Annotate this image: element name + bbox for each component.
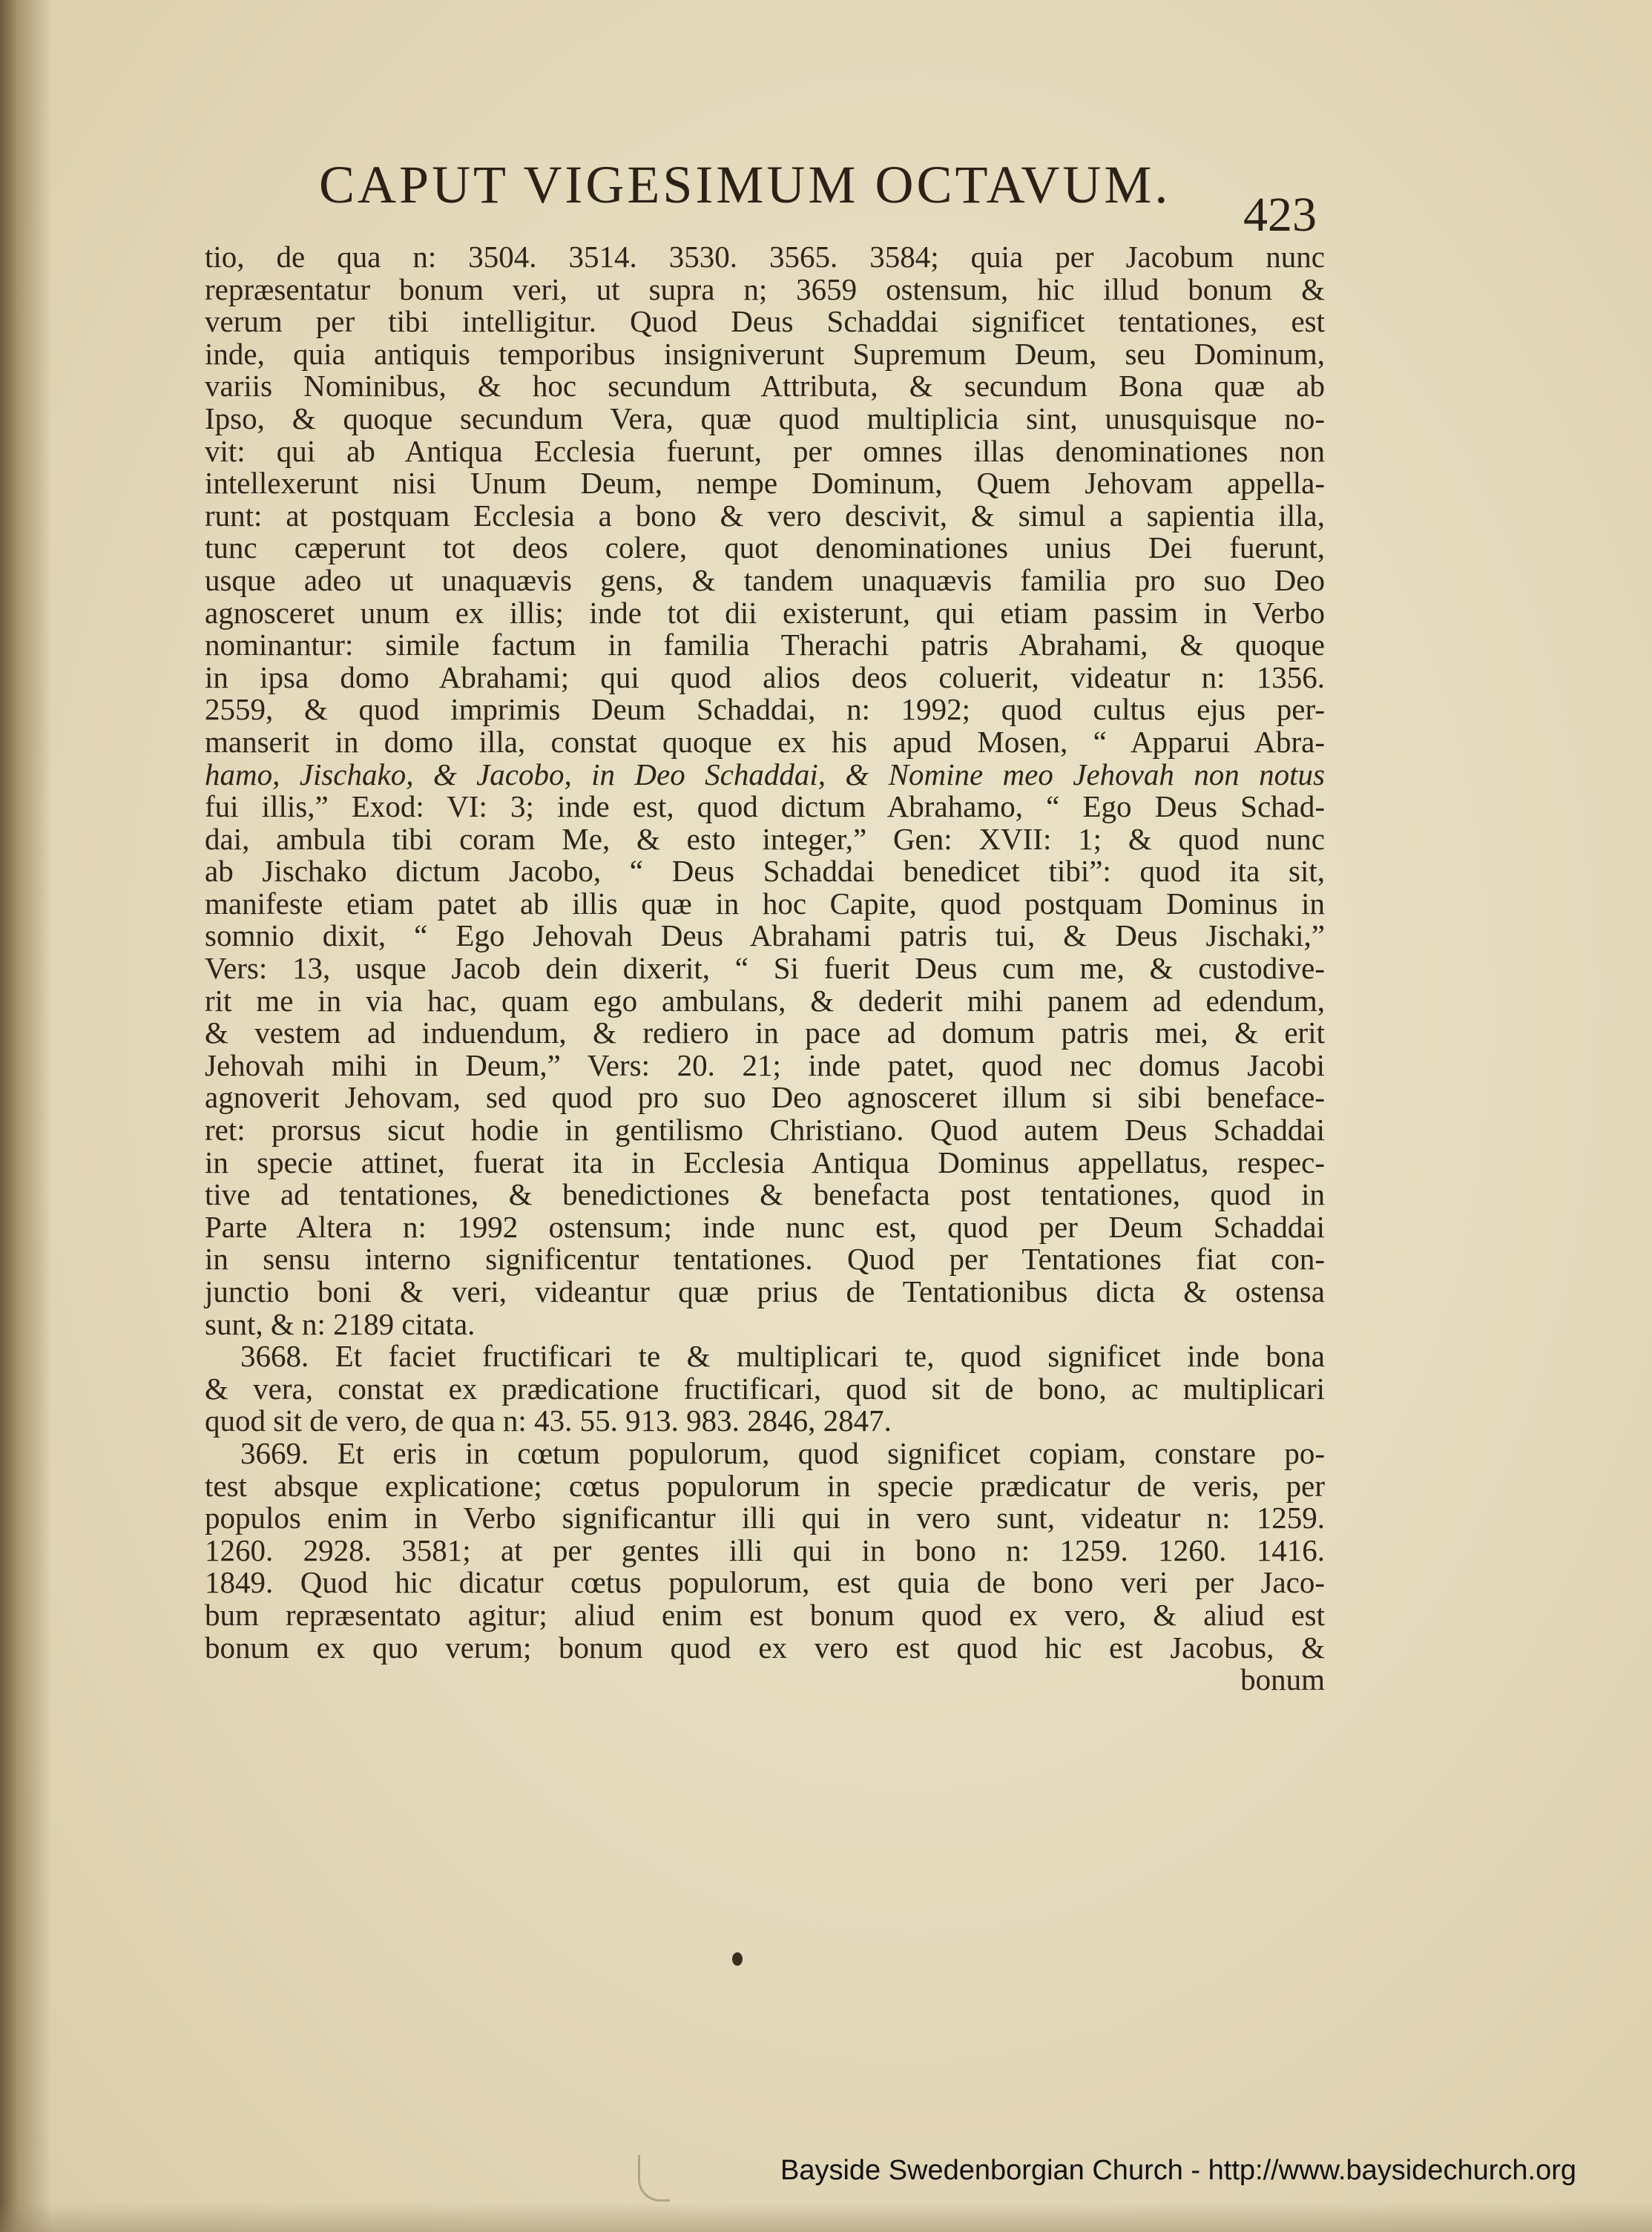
text-line: Vers: 13, usque Jacob dein dixerit, “ Si fuerit Deus cum me, & custodive- bbox=[205, 951, 1325, 986]
catchword: bonum bbox=[1240, 1662, 1325, 1697]
text-line: rit me in via hac, quam ego ambulans, & dederit mihi panem ad edendum, bbox=[205, 983, 1325, 1018]
text-line: intellexerunt nisi Unum Deum, nempe Dominum, Quem Jehovam appella- bbox=[205, 466, 1325, 501]
page-header bbox=[319, 154, 1358, 221]
text-line: populos enim in Verbo significantur illi qui in vero sunt, videatur n: 1259. bbox=[205, 1501, 1325, 1535]
text-line: Ipso, & quoque secundum Vera, quæ quod multiplicia sint, unusquisque no- bbox=[205, 401, 1325, 435]
text-line: in ipsa domo Abrahami; qui quod alios deos coluerit, videatur n: 1356. bbox=[205, 659, 1325, 694]
text-line: ret: prorsus sicut hodie in gentilismo Christiano. Quod autem Deus Schaddai bbox=[205, 1113, 1325, 1148]
text-line: inde, quia antiquis temporibus insigniverunt Supremum Deum, seu Dominum, bbox=[205, 336, 1325, 371]
text-line: quod sit de vero, de qua n: 43. 55. 913. 983. 2846, 2847. bbox=[205, 1403, 892, 1438]
text-line: & vestem ad induendum, & rediero in pace ad domum patris mei, & erit bbox=[205, 1015, 1325, 1050]
text-line: dai, ambula tibi coram Me, & esto integer,” Gen: XVII: 1; & quod nunc bbox=[205, 821, 1325, 856]
text-line: runt: at postquam Ecclesia a bono & vero descivit, & simul a sapientia illa, bbox=[205, 498, 1325, 533]
text-line: 1260. 2928. 3581; at per gentes illi qui in bono n: 1259. 1260. 1416. bbox=[205, 1533, 1325, 1567]
text-line: bum repræsentato agitur; aliud enim est bonum quod ex vero, & aliud est bbox=[205, 1597, 1325, 1632]
text-line: somnio dixit, “ Ego Jehovah Deus Abrahami patris tui, & Deus Jischaki,” bbox=[205, 918, 1325, 953]
text-line: sunt, & n: 2189 citata. bbox=[205, 1306, 475, 1341]
ink-mark bbox=[732, 1952, 743, 1966]
text-line: bonum ex quo verum; bonum quod ex vero est quod hic est Jacobus, & bbox=[205, 1630, 1325, 1665]
text-line: manserit in domo illa, constat quoque ex his apud Mosen, “ Apparui Abra- bbox=[205, 724, 1325, 759]
text-line: 1849. Quod hic dicatur cœtus populorum, est quia de bono veri per Jaco- bbox=[205, 1565, 1325, 1600]
text-line: & vera, constat ex prædicatione fructificari, quod sit de bono, ac multiplicari bbox=[205, 1371, 1325, 1406]
pencil-mark bbox=[638, 2155, 670, 2202]
text-line: hamo, Jischako, & Jacobo, in Deo Schaddai, & Nomine meo Jehovah non notus bbox=[205, 757, 1325, 791]
text-line: nominantur: simile factum in familia Therachi patris Abrahami, & quoque bbox=[205, 628, 1325, 662]
watermark-credit: Bayside Swedenborgian Church - http://www.baysidechurch.org bbox=[780, 2155, 1576, 2186]
text-line: 2559, & quod imprimis Deum Schaddai, n: 1992; quod cultus ejus per- bbox=[205, 692, 1325, 727]
text-line: repræsentatur bonum veri, ut supra n; 3659 ostensum, hic illud bonum & bbox=[205, 271, 1325, 306]
text-line: agnosceret unum ex illis; inde tot dii existerunt, qui etiam passim in Verbo bbox=[205, 595, 1325, 630]
text-line: tio, de qua n: 3504. 3514. 3530. 3565. 3584; quia per Jacobum nunc bbox=[205, 240, 1325, 274]
text-line: tive ad tentationes, & benedictiones & benefacta post tentationes, quod in bbox=[205, 1177, 1325, 1212]
page-number: 423 bbox=[1243, 188, 1317, 242]
text-line: agnoverit Jehovam, sed quod pro suo Deo agnosceret illum si sibi beneface- bbox=[205, 1080, 1325, 1115]
text-line: Parte Altera n: 1992 ostensum; inde nunc est, quod per Deum Schaddai bbox=[205, 1209, 1325, 1244]
text-line: in sensu interno significentur tentationes. Quod per Tentationes fiat con- bbox=[205, 1242, 1325, 1277]
text-line: manifeste etiam patet ab illis quæ in hoc Capite, quod postquam Dominus in bbox=[205, 886, 1325, 921]
text-line: verum per tibi intelligitur. Quod Deus Schaddai significet tentationes, est bbox=[205, 304, 1325, 339]
text-line: ab Jischako dictum Jacobo, “ Deus Schaddai benedicet tibi”: quod ita sit, bbox=[205, 854, 1325, 889]
gutter-shadow bbox=[0, 0, 52, 2232]
text-line: fui illis,” Exod: VI: 3; inde est, quod dictum Abrahamo, “ Ego Deus Schad- bbox=[205, 789, 1325, 824]
text-line: vit: qui ab Antiqua Ecclesia fuerunt, per omnes illas denominationes non bbox=[205, 433, 1325, 468]
text-line: variis Nominibus, & hoc secundum Attributa, & secundum Bona quæ ab bbox=[205, 369, 1325, 404]
text-line: test absque explicatione; cœtus populorum in specie prædicatur de veris, per bbox=[205, 1468, 1325, 1503]
paragraph-3668-start: 3668. Et faciet fructificari te & multiplicari te, quod significet inde bona bbox=[240, 1339, 1325, 1374]
text-line: tunc cæperunt tot deos colere, quot denominationes unius Dei fuerunt, bbox=[205, 530, 1325, 565]
text-line: in specie attinet, fuerat ita in Ecclesia Antiqua Dominus appellatus, respec- bbox=[205, 1145, 1325, 1179]
running-title: CAPUT VIGESIMUM OCTAVUM. bbox=[319, 155, 1171, 214]
page-bottom-edge bbox=[0, 2202, 1652, 2232]
text-line: junctio boni & veri, videantur quæ prius de Tentationibus dicta & ostensa bbox=[205, 1274, 1325, 1308]
text-line: Jehovah mihi in Deum,” Vers: 20. 21; inde patet, quod nec domus Jacobi bbox=[205, 1047, 1325, 1082]
paragraph-3669-start: 3669. Et eris in cœtum populorum, quod significet copiam, constare po- bbox=[240, 1435, 1325, 1470]
body-text bbox=[205, 241, 1325, 1696]
text-line: usque adeo ut unaquævis gens, & tandem unaquævis familia pro suo Deo bbox=[205, 562, 1325, 597]
